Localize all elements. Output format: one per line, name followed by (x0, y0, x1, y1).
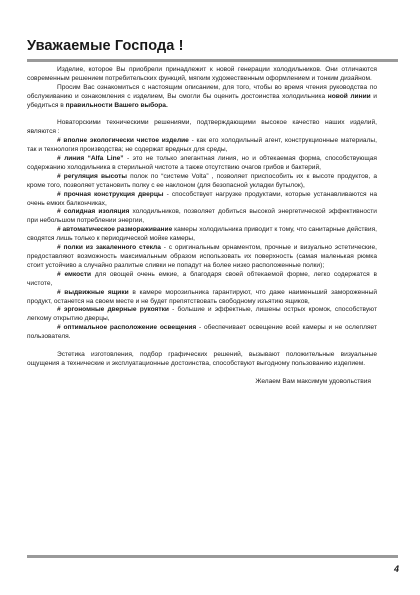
page-number: 4 (393, 564, 399, 574)
text-run: - способствует нагрузке продуктами, которые устанавливаются на очень емких балкончиках, (27, 190, 377, 207)
paragraph (27, 155, 377, 173)
bold-phrase: # солидная изоляция (57, 208, 130, 216)
bold-phrase: # вполне экологически чистое изделие (57, 137, 189, 145)
paragraph (27, 351, 377, 369)
paragraph (27, 271, 377, 289)
bold-phrase: # прочная конструкция дверцы (57, 190, 164, 198)
text-run: холодильников, позволяет добиться высокой энергетической эффективности при небольшом потреблении энергии, (27, 208, 377, 225)
body-text (27, 66, 377, 387)
paragraph (27, 84, 377, 111)
bottom-divider (27, 555, 398, 558)
text-run: в камере морозильника гарантируют, что даже наименьший замороженный продукт, останется на своем месте и не будет препятствовать свободному изъятию ящиков, (27, 288, 377, 305)
text-run: Изделие, которое Вы приобрели принадлежит к новой генерации холодильников. Они отличаются современным решением потребительских функций, мягким художественным оформлением и тонким дизайном. (27, 66, 377, 82)
text-run: Новаторскими техническими решениями, подтверждающими высокое качество наших изделий, являются : (27, 119, 377, 136)
paragraph (27, 119, 377, 137)
text-run: - это не только элегантная линия, но и обтекаемая форма, способствующая содержанию холодильника в стерильной чистоте а также отсутствию очагов грибов и бактерий, (27, 155, 378, 171)
bold-phrase: # емкости (57, 270, 92, 278)
bold-phrase: # выдвижные ящики (57, 288, 129, 296)
top-divider (27, 59, 398, 62)
paragraph (27, 66, 377, 84)
paragraph (27, 244, 377, 271)
closing-line: Желаем Вам максимум удовольствия (255, 377, 371, 385)
text-run: для овощей очень емкие, а благодаря своей обтекаемой форме, легко содержатся в чистоте, (27, 270, 378, 287)
paragraph (27, 191, 377, 209)
bold-phrase: # линия “Alfa Line” (57, 155, 124, 163)
text-run: и убедиться в (27, 92, 377, 109)
text-run: полок по “системе Volta” , позволяет приспособить их к высоте продуктов, а кроме того, позволяет установить полку с ее наклоном (для безопасной укладки бутылок), (27, 172, 377, 189)
text-run: - обеспечивает освещение всей камеры и не ослепляет пользователя. (27, 324, 377, 341)
paragraph (27, 226, 377, 244)
paragraph (27, 137, 377, 155)
paragraph (27, 208, 377, 226)
text-run: камеры холодильника приводит к тому, что санитарные действия, сводятся лишь только к периодической мойке камеры, (27, 226, 377, 243)
bold-phrase: # эргономные дверные рукоятки (57, 306, 169, 314)
text-run: - с оригинальным орнаментом, прочные и визуально эстетические, предоставляют возможность максимальным образом использовать их поверхность (самая маленькая рюмка стоит устойчиво а случайно разлитые сливки не попадут на более низко расположенные полки); (27, 244, 377, 269)
bold-phrase: правильности Вашего выбора. (65, 101, 168, 109)
bold-phrase: # полки из закаленного стекла (57, 244, 161, 252)
paragraph (27, 324, 377, 342)
bold-phrase: # оптимальное расположение освещения (57, 324, 197, 332)
bold-phrase: # автоматическое размораживание (57, 226, 173, 234)
paragraph (27, 173, 377, 191)
page-title: Уважаемые Господа ! (27, 38, 184, 54)
bold-phrase: # регуляция высоты (57, 172, 128, 180)
paragraph (27, 306, 377, 324)
text-run: - как его холодильный агент, конструкционные материалы, так и технология производства; не содержат вредных для среды, (27, 137, 377, 154)
paragraph (27, 289, 377, 307)
text-run: - большие и эффектные, лишены острых кромок, способствуют легкому открытию дверцы, (27, 306, 377, 323)
text-run: Просим Вас ознакомиться с настоящим описанием, для того, чтобы во время чтения руководства по обслуживанию и ознакомления с изделием, Вы смогли бы оценить достоинства холодильника (27, 83, 377, 100)
bold-phrase: новой линии (327, 92, 371, 100)
text-run: Эстетика изготовления, подбор графических решений, вызывают положительные визуальные ощущения а технические и эксплуатационные достоинства, способствуют выгодному пользованию изделием. (27, 350, 377, 367)
